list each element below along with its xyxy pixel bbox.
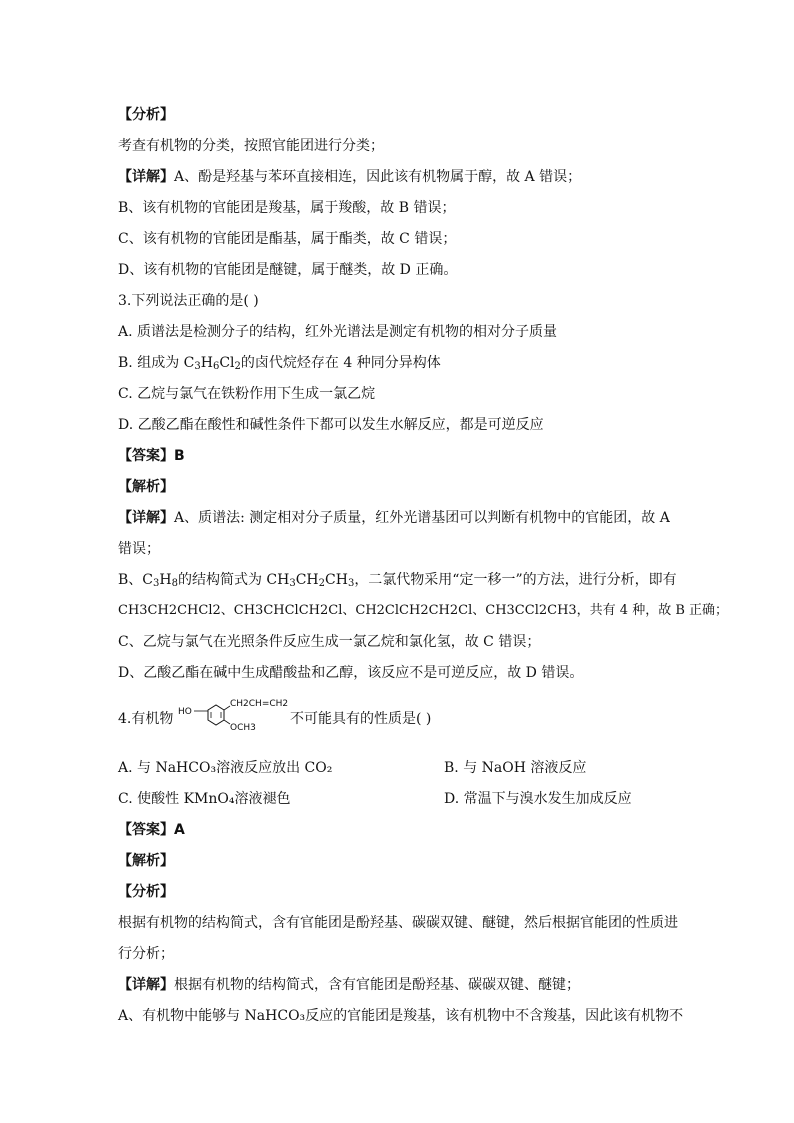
detail-a: 【详解】A、酚是羟基与苯环直接相连，因此该有机物属于醇，故 A 错误；: [118, 169, 582, 185]
analysis-4-text: 根据有机物的结构简式，含有官能团是酚羟基、碳碳双键、醚键，然后根据官能团的性质进: [118, 915, 678, 931]
detail-c: C、该有机物的官能团是酯基，属于酯类，故 C 错误；: [118, 231, 457, 247]
explanation-3-b: B、$C_3H_8$的结构简式为 $CH_3CH_2CH_3$，二氯代物采用“定一移一”的方法，进行分析，即有: [118, 572, 677, 589]
q3-option-b: B. 组成为 $C_3H_6Cl_2$的卤代烷烃存在 4 种同分异构体: [118, 355, 441, 372]
explanation-4-heading: 【解析】: [118, 853, 174, 869]
q4-option-d: D. 常温下与溴水发生加成反应: [444, 791, 632, 807]
explanation-3-d: D、乙酸乙酯在碱中生成醋酸盐和乙醇，该反应不是可逆反应，故 D 错误。: [118, 665, 584, 681]
q3-option-d: D. 乙酸乙酯在酸性和碱性条件下都可以发生水解反应，都是可逆反应: [118, 417, 544, 433]
explanation-3-a-cont: 错误；: [118, 541, 160, 557]
detail-b: B、该有机物的官能团是羧基，属于羧酸，故 B 错误；: [118, 200, 456, 216]
molecule-ho-label: HO: [178, 707, 192, 717]
detail-4: 【详解】根据有机物的结构简式，含有官能团是酚羟基、碳碳双键、醚键；: [118, 977, 580, 993]
detail-4-a: A、有机物中能够与 NaHCO₃反应的官能团是羧基，该有机物中不含羧基，因此该有机物不: [118, 1008, 684, 1024]
q4-option-c: C. 使酸性 KMnO₄溶液褪色: [118, 791, 291, 807]
explanation-3-b-isomers: CH3CH2CHCl2、CH3CHClCH2Cl、CH2ClCH2CH2Cl、CH3CCl2CH3，共有 4 种，故 B 正确；: [118, 603, 729, 618]
question-4-suffix: 不可能具有的性质是( ): [290, 711, 432, 727]
q4-option-b: B. 与 NaOH 溶液反应: [444, 760, 587, 776]
q3-option-a: A. 质谱法是检测分子的结构，红外光谱法是测定有机物的相对分子质量: [118, 324, 558, 340]
question-3: 3.下列说法正确的是( ): [118, 293, 259, 309]
analysis-4-heading: 【分析】: [118, 884, 174, 900]
molecule-structure-icon: [178, 696, 288, 742]
answer-4: 【答案】A: [118, 822, 185, 838]
answer-3: 【答案】B: [118, 448, 185, 464]
explanation-3-a: 【详解】A、质谱法: 测定相对分子质量，红外光谱基团可以判断有机物中的官能团，故 A: [118, 510, 670, 526]
detail-d: D、该有机物的官能团是醚键，属于醚类，故 D 正确。: [118, 262, 458, 278]
molecule-vinyl-label: CH2CH=CH2: [230, 699, 288, 709]
question-4-prefix: 4.有机物: [118, 711, 174, 727]
molecule-methoxy-label: OCH3: [230, 723, 256, 733]
benzene-ring: [208, 705, 224, 725]
explanation-3-c: C、乙烷与氯气在光照条件反应生成一氯乙烷和氯化氢，故 C 错误；: [118, 634, 541, 650]
q4-option-a: A. 与 NaHCO₃溶液反应放出 CO₂: [118, 760, 333, 776]
analysis-text: 考查有机物的分类，按照官能团进行分类；: [118, 138, 384, 154]
q3-option-c: C. 乙烷与氯气在铁粉作用下生成一氯乙烷: [118, 386, 376, 402]
explanation-3-heading: 【解析】: [118, 479, 174, 495]
analysis-heading: 【分析】: [118, 107, 174, 123]
analysis-4-text-cont: 行分析；: [118, 946, 174, 962]
